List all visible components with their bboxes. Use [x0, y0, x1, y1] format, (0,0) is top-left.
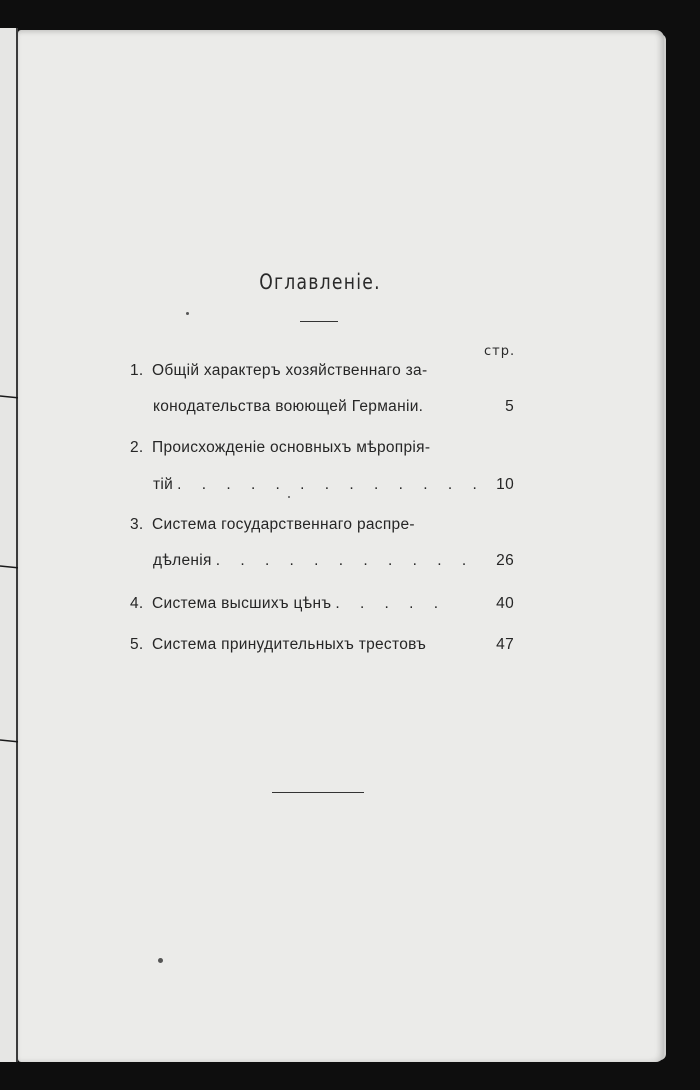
entry-number: 1. — [130, 362, 144, 379]
toc-entry-3-continued — [130, 552, 520, 570]
entry-page-number: 26 — [496, 552, 514, 569]
toc-entry-2 — [130, 439, 520, 457]
page-title: Оглавленіе. — [259, 270, 381, 294]
page-column-header: стр. — [484, 344, 516, 359]
entry-number: 2. — [130, 439, 144, 456]
entry-title-line: Система государственнаго распре- — [152, 516, 415, 533]
entry-title-line: Система принудительныхъ трестовъ — [152, 636, 427, 653]
left-page-edge — [0, 28, 18, 1062]
toc-entry-1 — [130, 362, 520, 380]
title-divider — [300, 321, 338, 322]
entry-number: 3. — [130, 516, 144, 533]
entry-title-line: дѣленія — [153, 552, 212, 569]
entry-page-number: 47 — [496, 636, 514, 653]
leader-dots: . . . . . — [335, 595, 447, 612]
entry-title-line: Происхожденіе основныхъ мѣропрія- — [152, 439, 431, 456]
closing-rule — [272, 792, 364, 793]
toc-entry-4 — [130, 595, 520, 613]
entry-page-number: 5 — [505, 398, 514, 415]
toc-entry-3 — [130, 516, 520, 534]
leader-dots: . . . . . . . . . . . — [215, 552, 475, 569]
book-page — [18, 30, 664, 1062]
toc-entry-5 — [130, 636, 520, 654]
entry-title-line: конодательства воюющей Германіи. — [153, 398, 424, 415]
entry-title-line: Общій характеръ хозяйственнаго за- — [152, 362, 428, 379]
toc-entry-1-continued — [130, 398, 520, 416]
entry-page-number: 10 — [496, 476, 514, 493]
entry-title-line: тій — [153, 476, 174, 493]
leader-dots: . . . . . . . . . . . . . — [177, 476, 485, 493]
entry-number: 5. — [130, 636, 144, 653]
entry-number: 4. — [130, 595, 144, 612]
entry-page-number: 40 — [496, 595, 514, 612]
entry-title-line: Система высшихъ цѣнъ — [152, 595, 332, 612]
toc-entry-2-continued — [130, 476, 520, 494]
